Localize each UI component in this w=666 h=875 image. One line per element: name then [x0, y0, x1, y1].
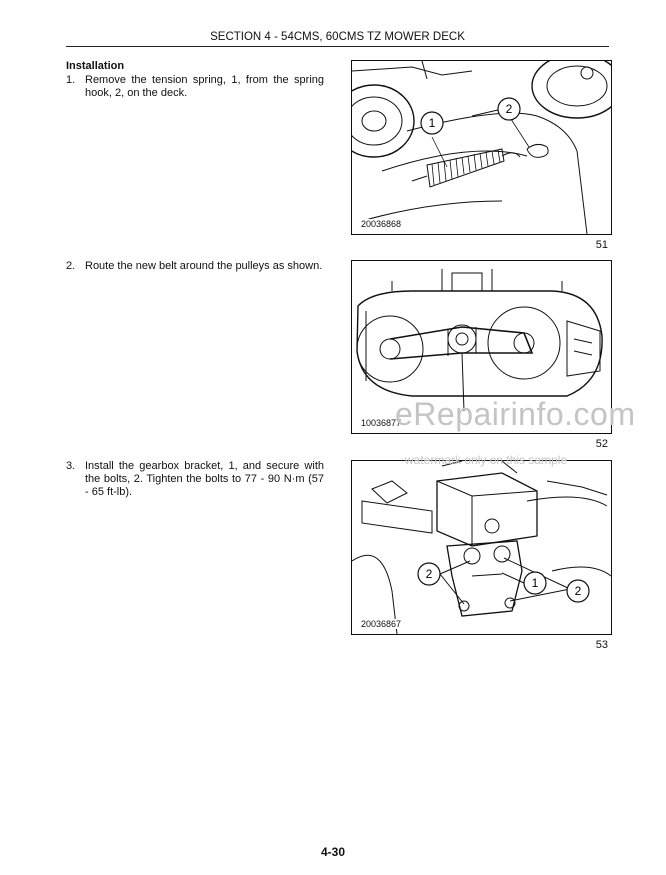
callout-label: 2	[505, 102, 513, 116]
watermark: eRepairinfo.com	[395, 396, 636, 432]
figure-code: 20036868	[361, 219, 402, 229]
watermark-note: watermark only on this sample	[405, 453, 568, 467]
callout-label: 2	[574, 584, 582, 598]
figure-code: 10036877	[361, 418, 402, 428]
section-header: SECTION 4 - 54CMS, 60CMS TZ MOWER DECK	[66, 28, 609, 47]
figure-gearbox-bracket	[351, 460, 612, 635]
figure-number: 52	[595, 438, 608, 450]
step-text: Install the gearbox bracket, 1, and secure with the bolts, 2. Tighten the bolts to 77 - 90 N·m (57 - 65 ft-lb).	[85, 460, 324, 498]
figure-code: 20036867	[361, 619, 402, 629]
step-2	[66, 260, 324, 273]
section-title: Installation	[66, 60, 125, 72]
step-1	[66, 74, 324, 100]
callout-label: 1	[428, 116, 436, 130]
step-text: Route the new belt around the pulleys as shown.	[85, 260, 323, 272]
callout-label: 1	[531, 576, 539, 590]
step-number: 1.	[66, 74, 76, 86]
step-text: Remove the tension spring, 1, from the spring hook, 2, on the deck.	[85, 74, 324, 99]
figure-tension-spring	[351, 60, 612, 235]
figure-number: 51	[595, 239, 608, 251]
step-3	[66, 460, 324, 499]
figure-53-illustration	[352, 461, 611, 634]
step-number: 3.	[66, 460, 76, 472]
page-number: 4-30	[320, 845, 346, 859]
figure-number: 53	[595, 639, 608, 651]
callout-label: 2	[425, 567, 433, 581]
step-number: 2.	[66, 260, 76, 272]
figure-51-illustration	[352, 61, 611, 234]
